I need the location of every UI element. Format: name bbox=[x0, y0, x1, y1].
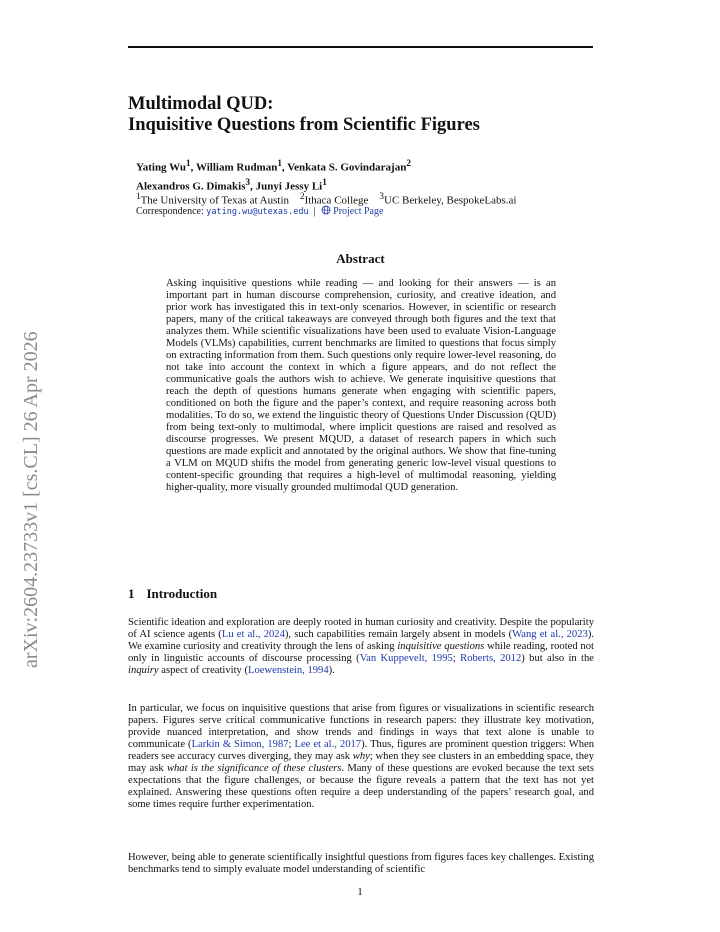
affil-name: Ithaca College bbox=[304, 194, 369, 207]
title-line-1: Multimodal QUD: bbox=[128, 94, 274, 114]
author-name: Alexandros G. Dimakis bbox=[136, 180, 246, 193]
text-run: ), such capabilities remain largely absent in models ( bbox=[284, 629, 513, 640]
emphasis: inquisitive questions bbox=[397, 641, 485, 652]
text-run: ). bbox=[328, 665, 335, 676]
author-sup: 1 bbox=[186, 158, 191, 168]
author-sup: 1 bbox=[322, 176, 327, 187]
section-number: 1 bbox=[128, 586, 135, 601]
citation-link[interactable]: Roberts, 2012 bbox=[460, 653, 522, 664]
paper-title bbox=[128, 94, 598, 136]
correspondence-label: Correspondence: bbox=[136, 206, 204, 217]
citation-link[interactable]: Lee et al., 2017 bbox=[294, 739, 362, 750]
affil-sup: 2 bbox=[300, 191, 305, 201]
intro-paragraph-1 bbox=[128, 617, 594, 677]
author-line-2: Alexandros G. Dimakis$^3$, Junyi Jessy Li$^1$ bbox=[136, 176, 327, 193]
emphasis: what is the significance of these clusters bbox=[166, 763, 342, 774]
section-title: Introduction bbox=[146, 586, 218, 601]
emphasis: inquiry bbox=[128, 665, 159, 676]
title-line-2: Inquisitive Questions from Scientific Figures bbox=[128, 115, 480, 135]
correspondence: Correspondence: yating.wu@utexas.edu | Project Page bbox=[136, 206, 384, 217]
section-heading bbox=[128, 586, 217, 602]
project-page-link[interactable]: Project Page bbox=[333, 206, 384, 217]
citation-link[interactable]: Lu et al., 2024 bbox=[221, 629, 285, 640]
text-run: In particular, we focus on inquisitive questions that arise from figures or visualizations in scientific research papers. Figures serve critical communicative functions in research papers: they illustrate key motivation, provide nuanced interpretation, and show trends and findings in ways that text alone is unable to communicate ( bbox=[128, 703, 594, 750]
author-sup: 3 bbox=[245, 176, 251, 187]
emphasis: why bbox=[352, 751, 370, 762]
text-run: Scientific ideation and exploration are deeply rooted in human curiosity and creativity. Despite the popularity of AI science agents ( bbox=[128, 617, 594, 640]
author-name: Junyi Jessy Li bbox=[255, 180, 323, 193]
text-run: ; bbox=[452, 653, 461, 664]
author-name: Venkata S. Govindarajan bbox=[287, 161, 407, 174]
author-sup: 2 bbox=[406, 158, 411, 168]
affil-name: UC Berkeley, BespokeLabs.ai bbox=[384, 194, 517, 207]
text-run: ; bbox=[288, 739, 295, 750]
globe-icon bbox=[321, 206, 334, 217]
author-name: William Rudman bbox=[195, 161, 278, 174]
citation-link[interactable]: Larkin & Simon, 1987 bbox=[191, 739, 289, 750]
author-name: Yating Wu bbox=[136, 161, 187, 174]
affil-sup: 3 bbox=[379, 191, 384, 201]
page-number: 1 bbox=[357, 886, 363, 898]
text-run: ). Thus, figures are prominent question triggers: When readers see accuracy curves diverging, they may ask bbox=[128, 739, 595, 762]
citation-link[interactable]: Wang et al., 2023 bbox=[512, 629, 588, 640]
abstract-heading: Abstract bbox=[336, 251, 385, 266]
text-run: ) but also in the bbox=[521, 653, 594, 664]
author-sup: 1 bbox=[277, 158, 282, 168]
text-run: ; when they see clusters in an embedding space, they may ask bbox=[128, 751, 595, 774]
citation-link[interactable]: Van Kuppevelt, 1995 bbox=[359, 653, 453, 664]
intro-paragraph-3: However, being able to generate scientifically insightful questions from figures faces key challenges. Existing benchmarks tend to simply evaluate model understanding of scientific bbox=[128, 852, 594, 875]
top-rule bbox=[128, 46, 593, 48]
arxiv-stamp: arXiv:2604.23733v1 [cs.CL] 26 Apr 2026 bbox=[20, 331, 42, 668]
text-run: ). We examine curiosity and creativity through the lens of asking bbox=[128, 629, 595, 652]
text-run: aspect of creativity ( bbox=[158, 665, 249, 676]
author-list bbox=[136, 156, 606, 193]
citation-link[interactable]: Loewenstein, 1994 bbox=[248, 665, 329, 676]
text-run: while reading, rooted not only in linguistic accounts of discourse processing ( bbox=[128, 641, 594, 664]
author-line-1: Yating Wu$^1$, William Rudman$^1$, Venkata S. Govindarajan$^2$ bbox=[136, 158, 411, 174]
affil-sup: 1 bbox=[136, 191, 141, 201]
correspondence-email[interactable]: yating.wu@utexas.edu bbox=[206, 207, 309, 217]
affil-name: The University of Texas at Austin bbox=[140, 194, 289, 207]
intro-paragraph-2 bbox=[128, 703, 594, 811]
abstract-body: Asking inquisitive questions while reading — and looking for their answers — is an important part in human discourse comprehension, curiosity, and creative ideation, and prior work has investigated this in text-only scenarios. However, in scientific or research papers, many of the critical takeaways are conveyed through both figures and the text that analyzes them. While scientific visualizations have been used to evaluate Vision-Language Models (VLMs) capabilities, current benchmarks are limited to questions that focus simply on extracting information from them. Such questions only require lower-level reasoning, do not take into account the context in which a figure appears, and do not reflect the communicative goals the authors wish to achieve. We generate inquisitive questions that reach the depth of questions humans generate when engaging with scientific papers, conditioned on both the figure and the paper’s context, and require reasoning across both modalities. To do so, we extend the linguistic theory of Questions Under Discussion (QUD) from being text-only to multimodal, where implicit questions are raised and resolved as discourse progresses. We present MQUD, a dataset of research papers in which such questions are made explicit and annotated by the original authors. We show that fine-tuning a VLM on MQUD shifts the model from generating generic low-level visual questions to content-specific grounding that requires a high-level of multimodal reasoning, yielding higher-quality, more visually grounded multimodal QUD generation. bbox=[166, 278, 556, 493]
text-run: . Many of these questions are evoked because the text sets expectations that the figure challenges, or because the figure reveals a pattern that the text has not yet explained. Answering these questions often require a deep understanding of the papers’ research goal, and some times require further experimentation. bbox=[128, 763, 594, 810]
